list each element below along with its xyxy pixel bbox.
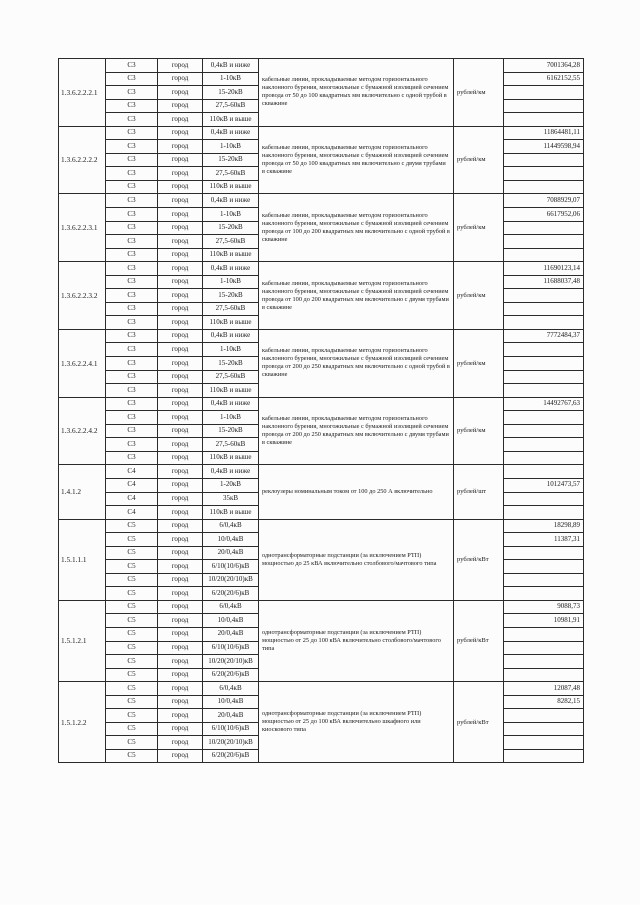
voltage-cell: 6/10(10/6)кВ [203, 722, 259, 736]
price-cell: 8282,15 [504, 695, 584, 709]
zone-cell: город [158, 641, 203, 655]
category-cell: С5 [106, 573, 158, 587]
voltage-cell: 6/0,4кВ [203, 682, 259, 696]
category-cell: С5 [106, 546, 158, 560]
voltage-cell: 1-10кВ [203, 72, 259, 86]
category-cell: С4 [106, 465, 158, 479]
table-row [59, 600, 584, 614]
price-cell: 7088929,07 [504, 194, 584, 208]
voltage-cell: 0,4кВ и ниже [203, 59, 259, 73]
category-cell: С3 [106, 180, 158, 194]
price-cell [504, 370, 584, 384]
item-code: 1.3.6.2.2.2.1 [59, 59, 106, 127]
price-cell: 11387,31 [504, 533, 584, 547]
description-cell: кабельные линии, прокладываемые методом горизонтального наклонного бурения, многожильные с бумажной изоляцией сечением провода от 200 до 250 квадратных мм включительно с одной трубой в скважине [259, 329, 454, 397]
voltage-cell: 10/0,4кВ [203, 695, 259, 709]
voltage-cell: 15-20кВ [203, 357, 259, 371]
price-cell [504, 736, 584, 750]
zone-cell: город [158, 600, 203, 614]
price-cell [504, 465, 584, 479]
zone-cell: город [158, 72, 203, 86]
category-cell: С3 [106, 370, 158, 384]
voltage-cell: 1-10кВ [203, 411, 259, 425]
price-cell [504, 560, 584, 574]
category-cell: С3 [106, 438, 158, 452]
voltage-cell: 15-20кВ [203, 153, 259, 167]
item-code: 1.3.6.2.2.3.1 [59, 194, 106, 262]
voltage-cell: 10/20(20/10)кВ [203, 573, 259, 587]
category-cell: С3 [106, 235, 158, 249]
voltage-cell: 27,5-60кВ [203, 235, 259, 249]
category-cell: С3 [106, 451, 158, 465]
voltage-cell: 110кВ и выше [203, 180, 259, 194]
zone-cell: город [158, 343, 203, 357]
table-row [59, 329, 584, 343]
item-code: 1.3.6.2.2.4.2 [59, 397, 106, 465]
item-code: 1.3.6.2.2.4.1 [59, 329, 106, 397]
zone-cell: город [158, 411, 203, 425]
category-cell: С5 [106, 682, 158, 696]
price-cell [504, 438, 584, 452]
item-code: 1.3.6.2.2.2.2 [59, 126, 106, 194]
voltage-cell: 110кВ и выше [203, 451, 259, 465]
price-cell [504, 506, 584, 520]
item-code: 1.5.1.1.1 [59, 519, 106, 600]
unit-cell: рублей/кВт [454, 682, 504, 763]
zone-cell: город [158, 99, 203, 113]
description-cell: кабельные линии, прокладываемые методом горизонтального наклонного бурения, многожильные с бумажной изоляцией сечением провода от 200 до 250 квадратных мм включительно с двумя трубами в скважине [259, 397, 454, 465]
price-cell: 1012473,57 [504, 478, 584, 492]
voltage-cell: 1-10кВ [203, 208, 259, 222]
voltage-cell: 27,5-60кВ [203, 302, 259, 316]
voltage-cell: 27,5-60кВ [203, 167, 259, 181]
voltage-cell: 6/20(20/6)кВ [203, 587, 259, 601]
zone-cell: город [158, 126, 203, 140]
category-cell: С3 [106, 329, 158, 343]
voltage-cell: 0,4кВ и ниже [203, 262, 259, 276]
voltage-cell: 0,4кВ и ниже [203, 465, 259, 479]
unit-cell: рублей/км [454, 329, 504, 397]
zone-cell: город [158, 587, 203, 601]
voltage-cell: 27,5-60кВ [203, 99, 259, 113]
price-cell [504, 668, 584, 682]
unit-cell: рублей/км [454, 126, 504, 194]
category-cell: С3 [106, 397, 158, 411]
price-cell [504, 153, 584, 167]
price-cell [504, 384, 584, 398]
zone-cell: город [158, 478, 203, 492]
item-code: 1.3.6.2.2.3.2 [59, 262, 106, 330]
voltage-cell: 15-20кВ [203, 424, 259, 438]
zone-cell: город [158, 275, 203, 289]
price-cell [504, 546, 584, 560]
voltage-cell: 20/0,4кВ [203, 709, 259, 723]
category-cell: С3 [106, 59, 158, 73]
table-row [59, 465, 584, 479]
voltage-cell: 110кВ и выше [203, 248, 259, 262]
voltage-cell: 6/20(20/6)кВ [203, 668, 259, 682]
item-code: 1.5.1.2.2 [59, 682, 106, 763]
zone-cell: город [158, 194, 203, 208]
voltage-cell: 1-10кВ [203, 275, 259, 289]
voltage-cell: 10/0,4кВ [203, 533, 259, 547]
zone-cell: город [158, 492, 203, 506]
zone-cell: город [158, 248, 203, 262]
category-cell: С3 [106, 194, 158, 208]
voltage-cell: 110кВ и выше [203, 316, 259, 330]
price-cell [504, 357, 584, 371]
price-cell [504, 709, 584, 723]
price-cell [504, 451, 584, 465]
price-cell [504, 749, 584, 763]
category-cell: С5 [106, 641, 158, 655]
price-cell: 9088,73 [504, 600, 584, 614]
voltage-cell: 0,4кВ и ниже [203, 194, 259, 208]
zone-cell: город [158, 384, 203, 398]
price-cell [504, 492, 584, 506]
voltage-cell: 35кВ [203, 492, 259, 506]
unit-cell: рублей/кВт [454, 519, 504, 600]
description-cell: реклоузеры номинальным током от 100 до 250 А включительно [259, 465, 454, 519]
category-cell: С5 [106, 736, 158, 750]
zone-cell: город [158, 235, 203, 249]
unit-cell: рублей/кВт [454, 600, 504, 681]
voltage-cell: 10/20(20/10)кВ [203, 736, 259, 750]
zone-cell: город [158, 113, 203, 127]
price-cell: 7001364,28 [504, 59, 584, 73]
zone-cell: город [158, 262, 203, 276]
zone-cell: город [158, 180, 203, 194]
category-cell: С5 [106, 627, 158, 641]
price-cell [504, 722, 584, 736]
price-cell: 11690123,14 [504, 262, 584, 276]
zone-cell: город [158, 722, 203, 736]
voltage-cell: 0,4кВ и ниже [203, 126, 259, 140]
voltage-cell: 110кВ и выше [203, 384, 259, 398]
unit-cell: рублей/км [454, 397, 504, 465]
category-cell: С3 [106, 72, 158, 86]
price-cell [504, 302, 584, 316]
zone-cell: город [158, 560, 203, 574]
category-cell: С5 [106, 668, 158, 682]
zone-cell: город [158, 370, 203, 384]
category-cell: С3 [106, 343, 158, 357]
voltage-cell: 15-20кВ [203, 289, 259, 303]
category-cell: С5 [106, 614, 158, 628]
zone-cell: город [158, 506, 203, 520]
table-row [59, 126, 584, 140]
category-cell: С5 [106, 722, 158, 736]
zone-cell: город [158, 397, 203, 411]
zone-cell: город [158, 709, 203, 723]
category-cell: С3 [106, 221, 158, 235]
category-cell: С3 [106, 275, 158, 289]
description-cell: однотрансформаторные подстанции (за исключением РТП) мощностью от 25 до 100 кВА включительно шкафного или киоскового типа [259, 682, 454, 763]
description-cell: кабельные линии, прокладываемые методом горизонтального наклонного бурения, многожильные с бумажной изоляцией сечением провода от 100 до 200 квадратных мм включительно с одной трубой в скважине [259, 194, 454, 262]
category-cell: С3 [106, 384, 158, 398]
price-cell: 6617952,06 [504, 208, 584, 222]
price-cell: 10981,91 [504, 614, 584, 628]
zone-cell: город [158, 736, 203, 750]
zone-cell: город [158, 546, 203, 560]
category-cell: С4 [106, 478, 158, 492]
zone-cell: город [158, 627, 203, 641]
voltage-cell: 6/10(10/6)кВ [203, 560, 259, 574]
unit-cell: рублей/км [454, 262, 504, 330]
zone-cell: город [158, 167, 203, 181]
description-cell: кабельные линии, прокладываемые методом горизонтального наклонного бурения, многожильные с бумажной изоляцией сечением провода от 50 до 100 квадратных мм включительно с одной трубой в скважине [259, 59, 454, 127]
zone-cell: город [158, 573, 203, 587]
voltage-cell: 1-20кВ [203, 478, 259, 492]
voltage-cell: 0,4кВ и ниже [203, 329, 259, 343]
price-cell [504, 289, 584, 303]
description-cell: однотрансформаторные подстанции (за исключением РТП) мощностью от 25 до 100 кВА включительно столбового/мачтового типа [259, 600, 454, 681]
zone-cell: город [158, 533, 203, 547]
voltage-cell: 20/0,4кВ [203, 627, 259, 641]
zone-cell: город [158, 668, 203, 682]
unit-cell: рублей/шт [454, 465, 504, 519]
voltage-cell: 10/0,4кВ [203, 614, 259, 628]
zone-cell: город [158, 302, 203, 316]
voltage-cell: 110кВ и выше [203, 113, 259, 127]
table-row [59, 397, 584, 411]
zone-cell: город [158, 655, 203, 669]
category-cell: С3 [106, 208, 158, 222]
item-code: 1.4.1.2 [59, 465, 106, 519]
zone-cell: город [158, 749, 203, 763]
category-cell: С3 [106, 140, 158, 154]
zone-cell: город [158, 140, 203, 154]
price-cell [504, 411, 584, 425]
voltage-cell: 10/20(20/10)кВ [203, 655, 259, 669]
table-row [59, 194, 584, 208]
category-cell: С3 [106, 113, 158, 127]
rate-table [58, 58, 584, 763]
category-cell: С3 [106, 302, 158, 316]
price-cell: 7772484,37 [504, 329, 584, 343]
category-cell: С4 [106, 506, 158, 520]
price-cell: 12087,48 [504, 682, 584, 696]
description-cell: однотрансформаторные подстанции (за исключением РТП) мощностью до 25 кВА включительно столбового/мачтового типа [259, 519, 454, 600]
voltage-cell: 0,4кВ и ниже [203, 397, 259, 411]
zone-cell: город [158, 682, 203, 696]
price-cell [504, 180, 584, 194]
category-cell: С5 [106, 695, 158, 709]
voltage-cell: 20/0,4кВ [203, 546, 259, 560]
zone-cell: город [158, 519, 203, 533]
zone-cell: город [158, 153, 203, 167]
price-cell [504, 235, 584, 249]
unit-cell: рублей/км [454, 59, 504, 127]
category-cell: С5 [106, 519, 158, 533]
zone-cell: город [158, 86, 203, 100]
price-cell: 6162152,55 [504, 72, 584, 86]
price-cell: 18298,89 [504, 519, 584, 533]
price-cell [504, 99, 584, 113]
table-row [59, 682, 584, 696]
price-cell [504, 627, 584, 641]
voltage-cell: 1-10кВ [203, 343, 259, 357]
table-row [59, 519, 584, 533]
category-cell: С3 [106, 126, 158, 140]
category-cell: С3 [106, 99, 158, 113]
voltage-cell: 6/10(10/6)кВ [203, 641, 259, 655]
zone-cell: город [158, 221, 203, 235]
voltage-cell: 15-20кВ [203, 86, 259, 100]
category-cell: С5 [106, 709, 158, 723]
category-cell: С3 [106, 289, 158, 303]
category-cell: С5 [106, 533, 158, 547]
price-cell [504, 113, 584, 127]
category-cell: С5 [106, 655, 158, 669]
voltage-cell: 27,5-60кВ [203, 438, 259, 452]
price-cell [504, 167, 584, 181]
category-cell: С5 [106, 560, 158, 574]
rate-table-body [59, 59, 584, 763]
price-cell [504, 86, 584, 100]
zone-cell: город [158, 695, 203, 709]
price-cell: 14492767,63 [504, 397, 584, 411]
price-cell [504, 316, 584, 330]
description-cell: кабельные линии, прокладываемые методом горизонтального наклонного бурения, многожильные с бумажной изоляцией сечением провода от 50 до 100 квадратных мм включительно с двумя трубами в скважине [259, 126, 454, 194]
category-cell: С5 [106, 600, 158, 614]
category-cell: С5 [106, 587, 158, 601]
voltage-cell: 6/0,4кВ [203, 519, 259, 533]
voltage-cell: 1-10кВ [203, 140, 259, 154]
category-cell: С3 [106, 316, 158, 330]
category-cell: С3 [106, 248, 158, 262]
zone-cell: город [158, 438, 203, 452]
zone-cell: город [158, 208, 203, 222]
category-cell: С3 [106, 153, 158, 167]
voltage-cell: 15-20кВ [203, 221, 259, 235]
zone-cell: город [158, 424, 203, 438]
price-cell [504, 587, 584, 601]
price-cell [504, 655, 584, 669]
zone-cell: город [158, 451, 203, 465]
price-cell [504, 641, 584, 655]
table-row [59, 262, 584, 276]
category-cell: С3 [106, 424, 158, 438]
unit-cell: рублей/км [454, 194, 504, 262]
category-cell: С5 [106, 749, 158, 763]
price-cell [504, 248, 584, 262]
price-cell [504, 343, 584, 357]
table-row [59, 59, 584, 73]
zone-cell: город [158, 59, 203, 73]
category-cell: С3 [106, 167, 158, 181]
voltage-cell: 110кВ и выше [203, 506, 259, 520]
zone-cell: город [158, 329, 203, 343]
category-cell: С3 [106, 86, 158, 100]
zone-cell: город [158, 357, 203, 371]
price-cell: 11449598,94 [504, 140, 584, 154]
price-cell [504, 573, 584, 587]
category-cell: С4 [106, 492, 158, 506]
voltage-cell: 6/0,4кВ [203, 600, 259, 614]
category-cell: С3 [106, 262, 158, 276]
price-cell [504, 424, 584, 438]
category-cell: С3 [106, 357, 158, 371]
voltage-cell: 27,5-60кВ [203, 370, 259, 384]
item-code: 1.5.1.2.1 [59, 600, 106, 681]
zone-cell: город [158, 316, 203, 330]
zone-cell: город [158, 289, 203, 303]
category-cell: С3 [106, 411, 158, 425]
zone-cell: город [158, 465, 203, 479]
price-cell: 11864481,11 [504, 126, 584, 140]
price-cell: 11688037,48 [504, 275, 584, 289]
price-cell [504, 221, 584, 235]
voltage-cell: 6/20(20/6)кВ [203, 749, 259, 763]
zone-cell: город [158, 614, 203, 628]
description-cell: кабельные линии, прокладываемые методом горизонтального наклонного бурения, многожильные с бумажной изоляцией сечением провода от 100 до 200 квадратных мм включительно с двумя трубами в скважине [259, 262, 454, 330]
